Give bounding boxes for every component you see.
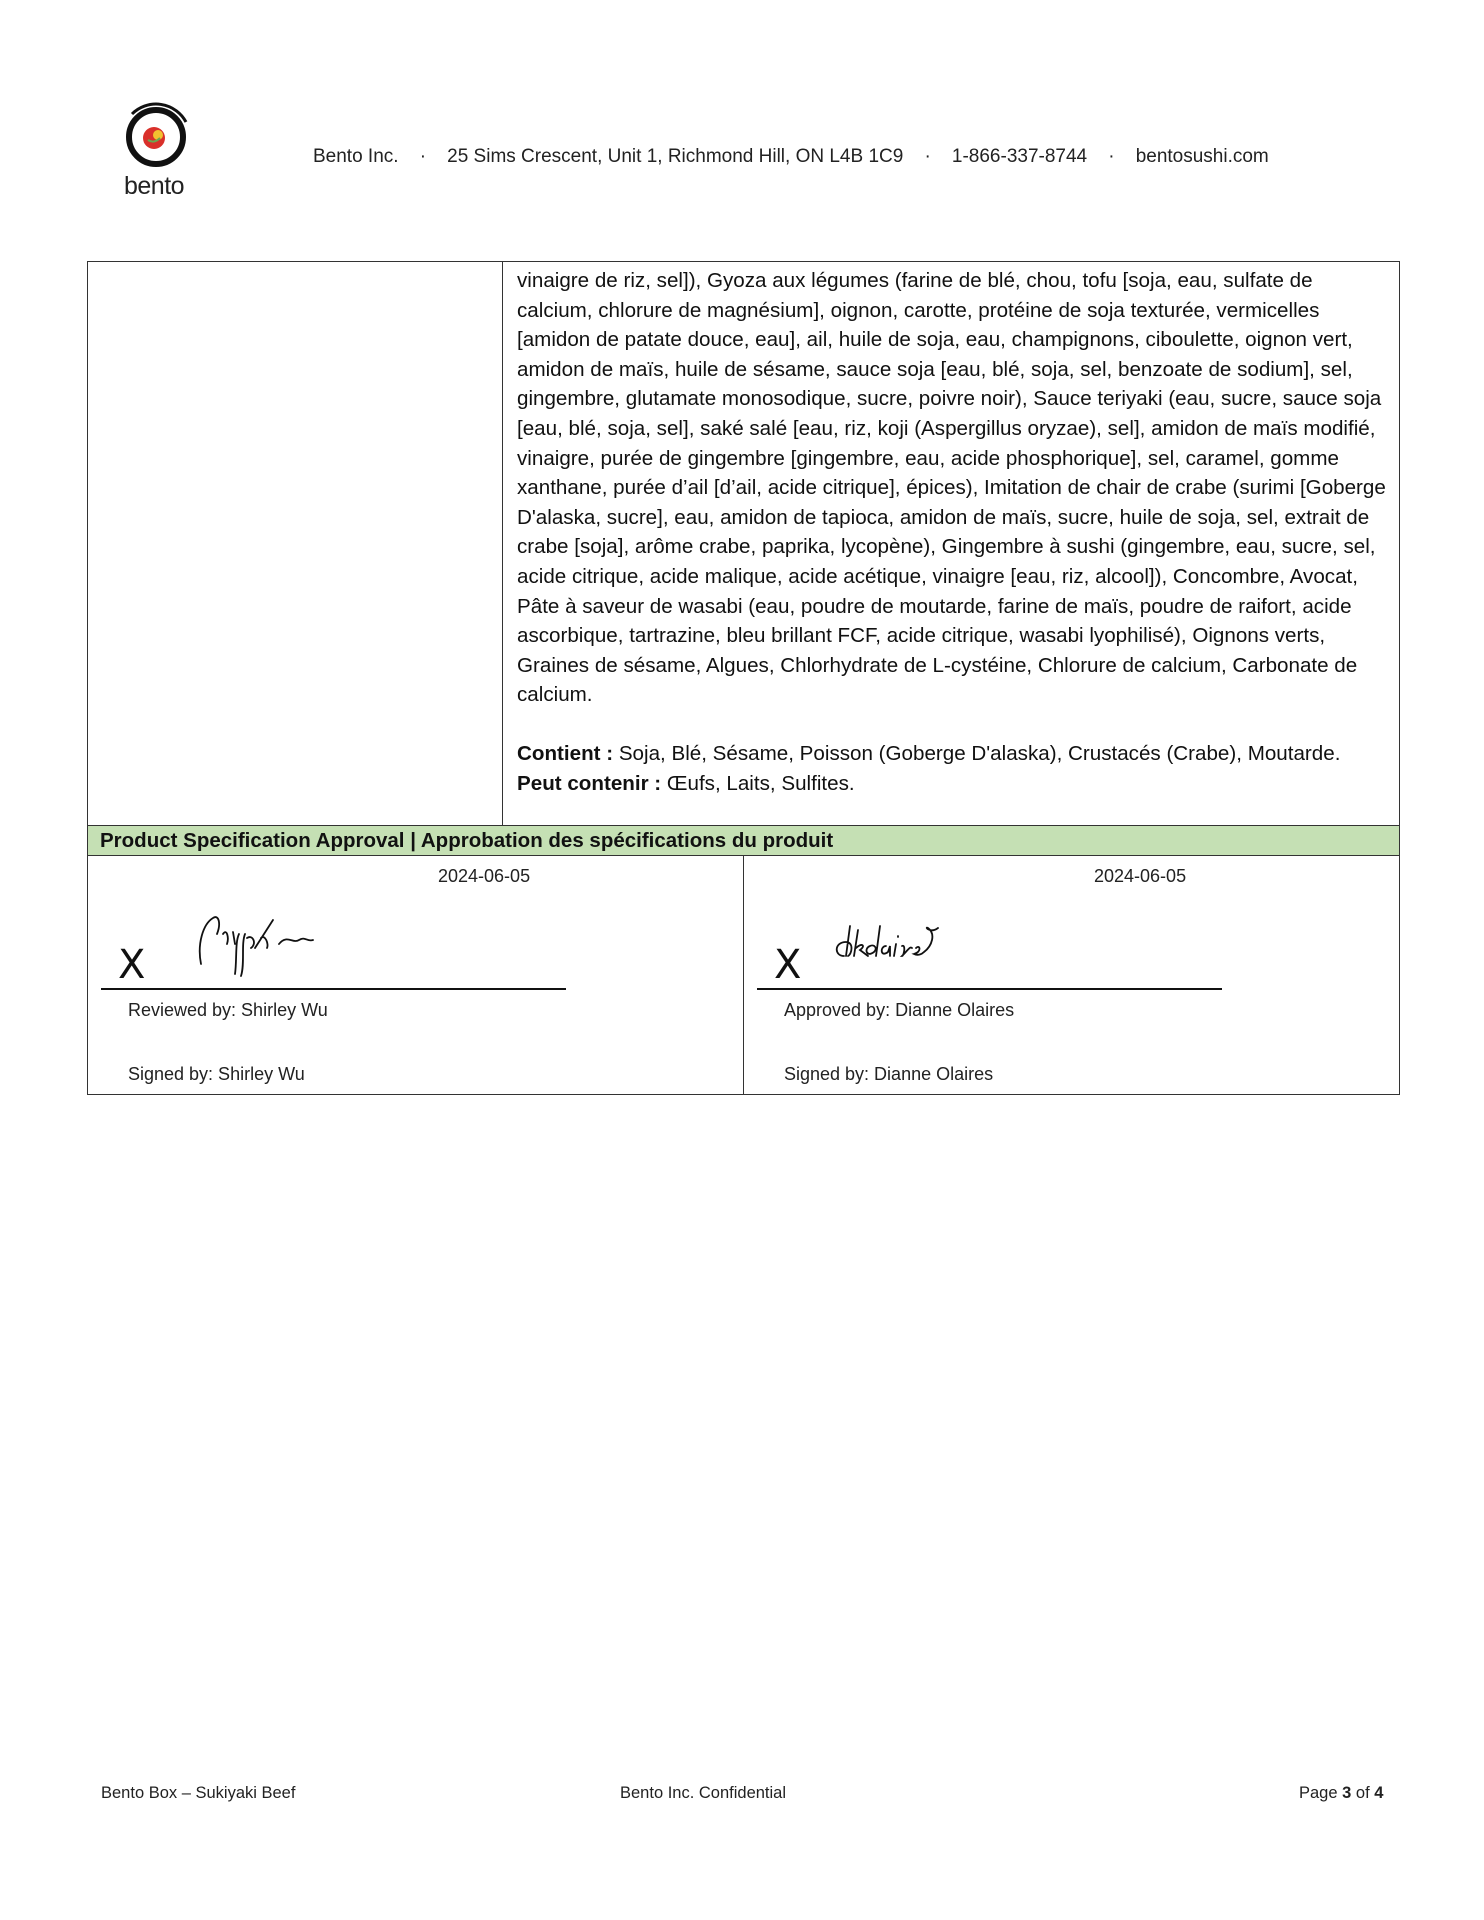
reviewer-x-mark: X — [118, 942, 146, 988]
page-mid: of — [1351, 1784, 1375, 1802]
ingredients-label-cell — [88, 262, 503, 825]
approver-date: 2024-06-05 — [1094, 866, 1187, 886]
page-prefix: Page — [1299, 1784, 1343, 1802]
bento-logo — [112, 102, 202, 202]
may-contain-value: Œufs, Laits, Sulfites. — [661, 771, 855, 795]
header-separator: · — [1108, 146, 1115, 167]
reviewer-signed-by: Signed by: Shirley Wu — [128, 1064, 305, 1084]
may-contain-label: Peut contenir : — [517, 771, 662, 795]
page-total: 4 — [1374, 1784, 1384, 1802]
reviewer-date: 2024-06-05 — [438, 866, 531, 886]
reviewer-name: Reviewed by: Shirley Wu — [128, 1000, 328, 1020]
footer-page-number — [1299, 1784, 1383, 1803]
logo-wordmark: bento — [124, 172, 185, 200]
reviewer-signature-cell — [88, 856, 744, 1094]
page-current: 3 — [1342, 1784, 1352, 1802]
contains-value: Soja, Blé, Sésame, Poisson (Goberge D'alaska), Crustacés (Crabe), Moutarde. — [613, 741, 1341, 765]
contains-label: Contient : — [517, 741, 614, 765]
approval-section-title: Product Specification Approval | Approbation des spécifications du produit — [87, 825, 1400, 856]
approver-name: Approved by: Dianne Olaires — [784, 1000, 1015, 1020]
approver-signed-by: Signed by: Dianne Olaires — [784, 1064, 994, 1084]
ingredients-text: vinaigre de riz, sel]), Gyoza aux légumes (farine de blé, chou, tofu [soja, eau, sulfate de calcium, chlorure de magnésium], oignon, carotte, protéine de soja texturée, vermicelles [amidon de patate douce, eau], ail, huile de soja, eau, champignons, ciboulette, oignon vert, amidon de maïs, huile de sésame, sauce soja [eau, blé, soja, sel, benzoate de sodium], sel, gingembre, glutamate monosodique, sucre, poivre noir), Sauce teriyaki (eau, sucre, sauce soja [eau, blé, soja, sel], saké salé [eau, riz, koji (Aspergillus oryzae), sel], amidon de maïs modifié, vinaigre, purée de gingembre [gingembre, eau, acide phosphorique], sel, caramel, gomme xanthane, purée d’ail [d’ail, acide citrique], épices), Imitation de chair de crabe (surimi [Goberge D'alaska, sucre], eau, amidon de tapioca, amidon de maïs, sucre, huile de soja, sel, extrait de crabe [soja], arôme crabe, paprika, lycopène), Gingembre à sushi (gingembre, eau, sucre, sel, acide citrique, acide malique, acide acétique, vinaigre [eau, riz, alcool]), Concombre, Avocat, Pâte à saveur de wasabi (eau, poudre de moutarde, farine de maïs, poudre de raifort, acide ascorbique, tartrazine, bleu brillant FCF, acide citrique, wasabi lyophilisé), Oignons verts, Graines de sésame, Algues, Chlorhydrate de L-cystéine, Chlorure de calcium, Carbonate de calcium. — [517, 269, 1386, 707]
company-phone: 1-866-337-8744 — [951, 146, 1088, 167]
reviewer-signature-image — [183, 904, 363, 984]
approver-signature-cell — [744, 856, 1400, 1094]
approver-signature-line — [757, 988, 1222, 990]
approval-table — [87, 855, 1400, 1095]
approver-signature-image — [824, 906, 1004, 986]
allergen-may-contain — [517, 769, 1389, 799]
bento-logo-icon — [112, 102, 202, 172]
company-header-line — [313, 146, 1269, 168]
company-name: Bento Inc. — [313, 146, 399, 167]
approver-x-mark: X — [774, 942, 802, 988]
footer-product-name: Bento Box – Sukiyaki Beef — [101, 1784, 296, 1802]
header-separator: · — [924, 146, 931, 167]
company-address: 25 Sims Crescent, Unit 1, Richmond Hill, ON L4B 1C9 — [447, 146, 904, 167]
footer-confidential: Bento Inc. Confidential — [620, 1784, 787, 1802]
reviewer-signature-line — [101, 988, 566, 990]
header-separator: · — [419, 146, 427, 167]
ingredients-table — [87, 261, 1400, 826]
allergen-contains — [517, 739, 1389, 769]
ingredients-content-cell — [517, 266, 1389, 798]
company-website: bentosushi.com — [1135, 146, 1269, 167]
